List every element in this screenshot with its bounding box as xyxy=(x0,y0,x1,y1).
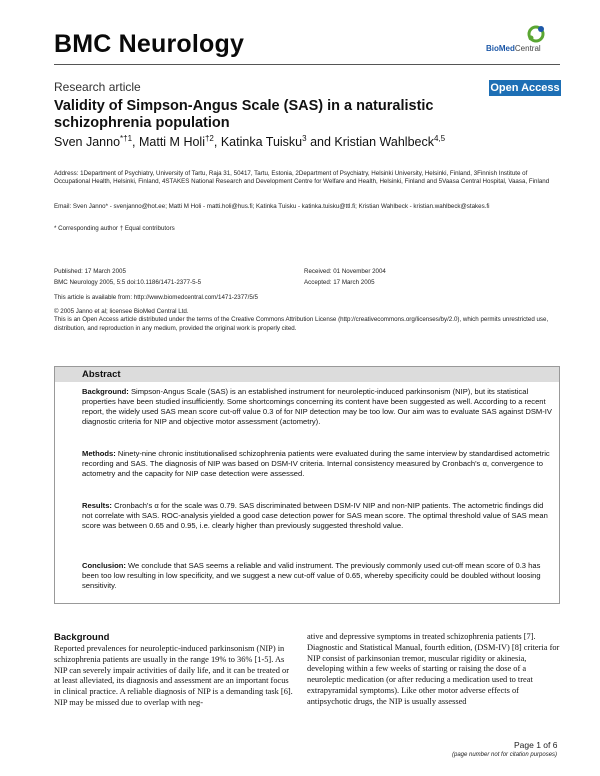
abstract-box xyxy=(54,366,560,604)
affiliations: Address: 1Department of Psychiatry, University of Tartu, Raja 31, 50417, Tartu, Estonia, 2Department of Psychiatry, Helsinki University, Helsinki, Finland, 3Finnish Institute of Occupational Health, Helsinki, Finland, 4STAKES National Research and Development Centre for Welfare and Health, Helsinki, Finland and 5Vaasa Central Hospital, Vaasa, Finland xyxy=(54,170,550,186)
author-holi[interactable]: Matti M Holi xyxy=(139,135,205,150)
open-access-badge: Open Access xyxy=(490,82,560,94)
citation: BMC Neurology 2005, 5:5 doi:10.1186/1471-2377-5-5 xyxy=(54,279,202,286)
page-number: Page 1 of 6 xyxy=(514,740,558,750)
abstract-results: Results: Cronbach's α for the scale was 0.79. SAS discriminated between DSM-IV NIP and non-NIP patients. The actometric findings did not correlate with SAS. ROC-analysis yielded a good case detection power for SAS mean score. The optimal threshold value of SAS mean score was between 0.65 and 0.95, i.e. clearly higher than previously suggested threshold value. xyxy=(82,501,548,530)
accepted-date: Accepted: 17 March 2005 xyxy=(304,279,375,286)
background-heading: Background xyxy=(54,632,110,643)
body-left-column: Reported prevalences for neuroleptic-induced parkinsonism (NIP) in schizophrenia patients are usually in the range 19% to 36% [1-5]. As NIP can severely impair activities of daily life, and it can be treated or at least alleviated, its diagnosis and assessment are an important focus in clinical practice. A reliable diagnosis of NIP is a demanding task [6]. NIP may be missed due to overlap with neg- xyxy=(54,644,293,707)
copyright-line: © 2005 Janno et al; licensee BioMed Central Ltd. xyxy=(54,308,189,315)
received-date: Received: 01 November 2004 xyxy=(304,268,386,275)
abstract-methods: Methods: Ninety-nine chronic institutionalised schizophrenia patients were evaluated during the same interview by standardised actometric recording and SAS. The diagnosis of NIP was based on DSM-IV criteria. Internal consistency measured by Cronbach's α, convergence to actometry and the capacity for NIP case detection were assessed. xyxy=(82,449,550,478)
journal-title: BMC Neurology xyxy=(54,30,245,58)
author-janno[interactable]: Sven Janno xyxy=(54,135,121,150)
header-rule xyxy=(54,64,560,65)
received-accepted xyxy=(304,266,386,288)
article-type: Research article xyxy=(54,80,141,94)
page-note: (page number not for citation purposes) xyxy=(452,752,558,758)
body-right-column: ative and depressive symptoms in treated schizophrenia patients [7]. Diagnostic and Statistical Manual, fourth edition, (DSM-IV) [8] criteria for NIP consist of parkinsonian tremor, muscular rigidity or akinesia, developing within a few weeks of starting or raising the dose of a neuroleptic medication (or after reducing a medication used to treat extrapyramidal symptoms). Like other motor adverse effects of antipsychotic drugs, the NIP is usually assessed xyxy=(307,632,560,706)
publication-info xyxy=(54,266,201,288)
abstract-conclusion: Conclusion: We conclude that SAS seems a reliable and valid instrument. The previously commonly used cut-off mean score of 0.3 has been too low resulting in low specificity, and we suggest a new cut-off value of 0.65, whereby specificity could be doubled without loosing sensitivity. xyxy=(82,561,541,590)
copyright xyxy=(54,308,560,333)
logo-wordmark: BioMedCentral xyxy=(486,44,541,53)
author-list: Sven Janno$^{*\dagger 1}$, Matti M Holi$^{\dagger 2}$, Katinka Tuisku$^3$ and Kristian Wahlbeck$^{4,5}$ xyxy=(54,134,446,150)
abstract-background: Background: Simpson-Angus Scale (SAS) is an established instrument for neuroleptic-induced parkinsonism (NIP), but its statistical properties have been studied insufficiently. Some shortcomings concerning its content have been suggested as well. According to a recent report, the widely used SAS mean score cut-off value 0.3 of for NIP detection may be too low. Our aim was to evaluate SAS against DSM-IV diagnostic criteria for NIP and objective motor assessment (actometry). xyxy=(82,387,552,426)
author-wahlbeck[interactable]: Kristian Wahlbeck xyxy=(334,135,434,150)
license-text[interactable]: This is an Open Access article distributed under the terms of the Creative Commons Attribution License (http://creativecommons.org/licenses/by/2.0), which permits unrestricted use, distribution, and reproduction in any medium, provided the original work is properly cited. xyxy=(54,316,549,332)
logo-mark-icon xyxy=(524,24,548,44)
abstract-heading: Abstract xyxy=(55,367,559,382)
author-emails[interactable]: Email: Sven Janno* - svenjanno@hot.ee; Matti M Holi - matti.holi@hus.fi; Katinka Tuisku - katinka.tuisku@ttl.fi; Kristian Wahlbeck - kristian.wahlbeck@stakes.fi xyxy=(54,203,490,210)
published-date: Published: 17 March 2005 xyxy=(54,268,126,275)
corresponding-note: * Corresponding author † Equal contributors xyxy=(54,225,175,232)
article-url[interactable]: This article is available from: http://www.biomedcentral.com/1471-2377/5/5 xyxy=(54,294,258,301)
author-tuisku[interactable]: Katinka Tuisku xyxy=(220,135,303,150)
biomed-central-logo xyxy=(480,24,560,54)
article-title: Validity of Simpson-Angus Scale (SAS) in a naturalistic schizophrenia population xyxy=(54,98,434,131)
